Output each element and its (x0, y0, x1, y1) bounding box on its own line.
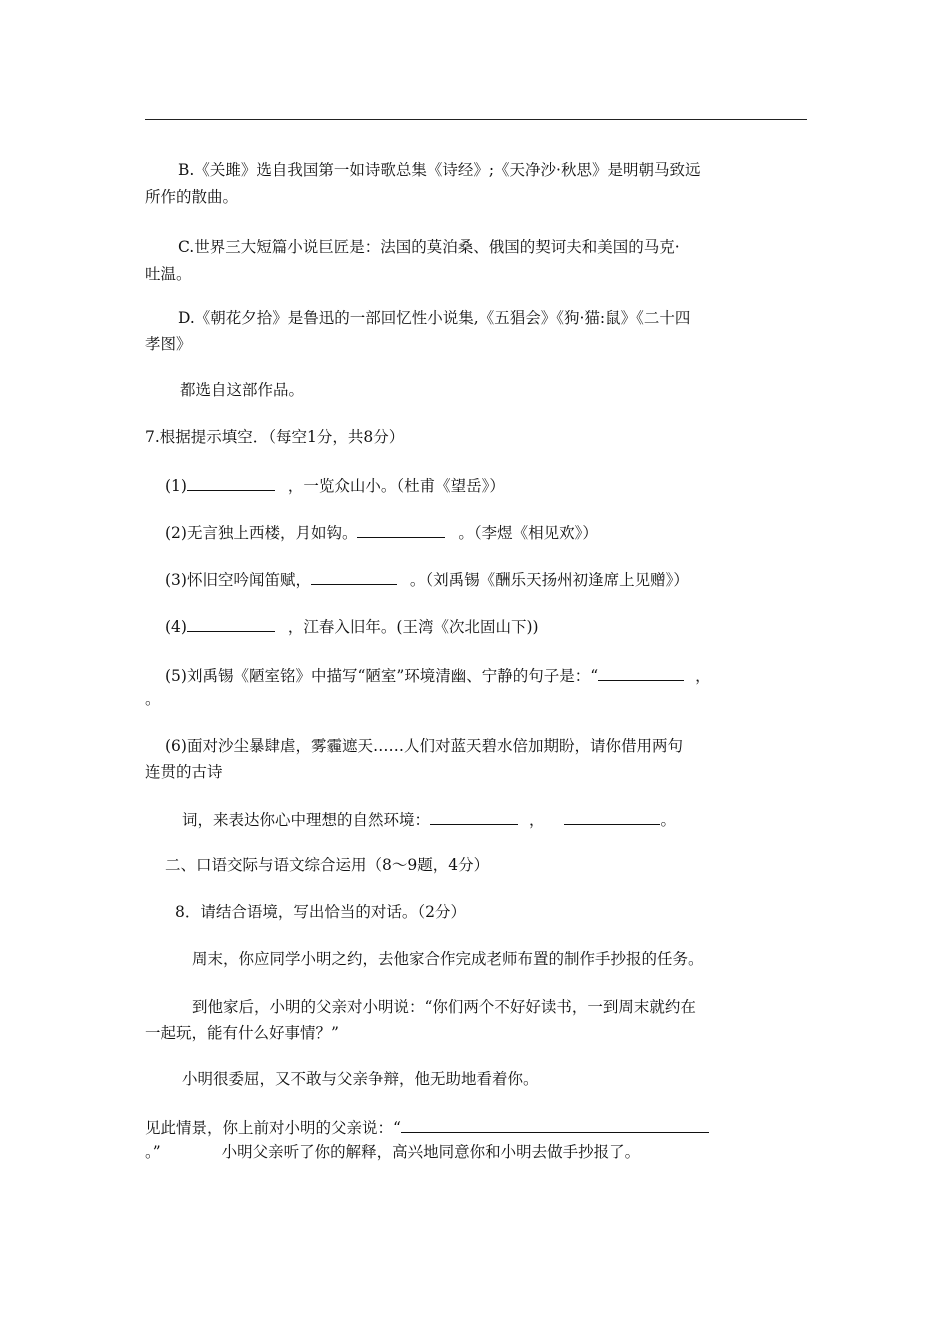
option-d-line1: D.《朝花夕拾》是鲁迅的一部回忆性小说集,《五猖会》《狗·猫:鼠》《二十四 (178, 309, 691, 327)
q7-item6-line2: 连贯的古诗 (145, 763, 223, 781)
q7-title: 7.根据提示填空．（每空1分，共8分） (145, 428, 405, 446)
q8-para2-line1: 到他家后，小明的父亲对小明说：“你们两个不好好读书，一到周末就约在 (192, 998, 696, 1016)
q7-item4 (165, 615, 539, 637)
q7-item5-prefix: (5)刘禹锡《陋室铭》中描写“陋室”环境清幽、宁静的句子是：“ (165, 667, 599, 685)
q8-para4-line1 (145, 1116, 709, 1138)
q7-item5-blank[interactable] (598, 664, 684, 681)
q7-item3-blank[interactable] (311, 568, 397, 585)
q7-item6-line3-mid: ， (528, 811, 545, 829)
q7-item6-line3 (182, 808, 676, 830)
header-rule (145, 119, 807, 120)
q7-item4-prefix: (4) (165, 618, 187, 636)
q7-item6-line1: (6)面对沙尘暴肆虐，雾霾遮天……人们对蓝天碧水倍加期盼，请你借用两句 (165, 737, 683, 755)
q7-item3-suffix: 。（刘禹锡《酬乐天扬州初逢席上见赠》） (409, 571, 689, 589)
q7-item6-line3-prefix: 词，来表达你心中理想的自然环境： (182, 811, 431, 829)
q7-item2-suffix: 。（李煜《相见欢》） (458, 524, 598, 542)
q8-para4-close: 。” (145, 1143, 161, 1161)
q8-title: 8．请结合语境，写出恰当的对话。（2分） (175, 903, 466, 921)
q7-item5-line2: 。 (145, 690, 161, 708)
q7-item1 (165, 474, 505, 496)
q8-para4-line2 (145, 1142, 640, 1162)
q7-item2-blank[interactable] (357, 521, 445, 538)
q8-para3: 小明很委屈，又不敢与父亲争辩，他无助地看着你。 (182, 1070, 539, 1088)
q7-item6-blank1[interactable] (430, 808, 518, 825)
q7-item1-suffix: ，一览众山小。（杜甫《望岳》） (287, 477, 505, 495)
q7-item3 (165, 568, 689, 590)
q7-item3-prefix: (3)怀旧空吟闻笛赋， (165, 571, 311, 589)
q7-item4-suffix: ，江春入旧年。(王湾《次北固山下)) (287, 618, 539, 636)
option-c-line2: 吐温。 (145, 265, 192, 283)
q7-item5 (165, 664, 711, 686)
option-d-line3: 都选自这部作品。 (180, 381, 305, 399)
q7-item1-prefix: (1) (165, 477, 187, 495)
q7-item2 (165, 521, 598, 543)
q8-para1: 周末，你应同学小明之约，去他家合作完成老师布置的制作手抄报的任务。 (192, 950, 704, 968)
option-b-line2: 所作的散曲。 (145, 188, 239, 206)
q7-item4-blank[interactable] (187, 615, 275, 632)
q8-para4-prefix: 见此情景，你上前对小明的父亲说：“ (145, 1119, 401, 1137)
q7-item6-line3-end: 。 (660, 811, 676, 829)
option-c-line1: C.世界三大短篇小说巨匠是：法国的莫泊桑、俄国的契诃夫和美国的马克· (178, 238, 680, 256)
q8-para4-text: 小明父亲听了你的解释，高兴地同意你和小明去做手抄报了。 (221, 1143, 641, 1161)
q7-item5-suffix: ， (695, 667, 711, 685)
q8-para2-line2: 一起玩，能有什么好事情？” (145, 1024, 339, 1042)
option-d-line2: 孝图》 (145, 335, 192, 353)
q7-item2-prefix: (2)无言独上西楼，月如钩。 (165, 524, 358, 542)
q8-answer-blank[interactable] (401, 1116, 709, 1133)
section2-title: 二、口语交际与语文综合运用（8～9题，4分） (165, 856, 490, 874)
q7-item1-blank[interactable] (187, 474, 275, 491)
q7-item6-blank2[interactable] (564, 808, 660, 825)
option-b-line1: B.《关雎》选自我国第一如诗歌总集《诗经》;《天净沙·秋思》是明朝马致远 (178, 161, 701, 179)
